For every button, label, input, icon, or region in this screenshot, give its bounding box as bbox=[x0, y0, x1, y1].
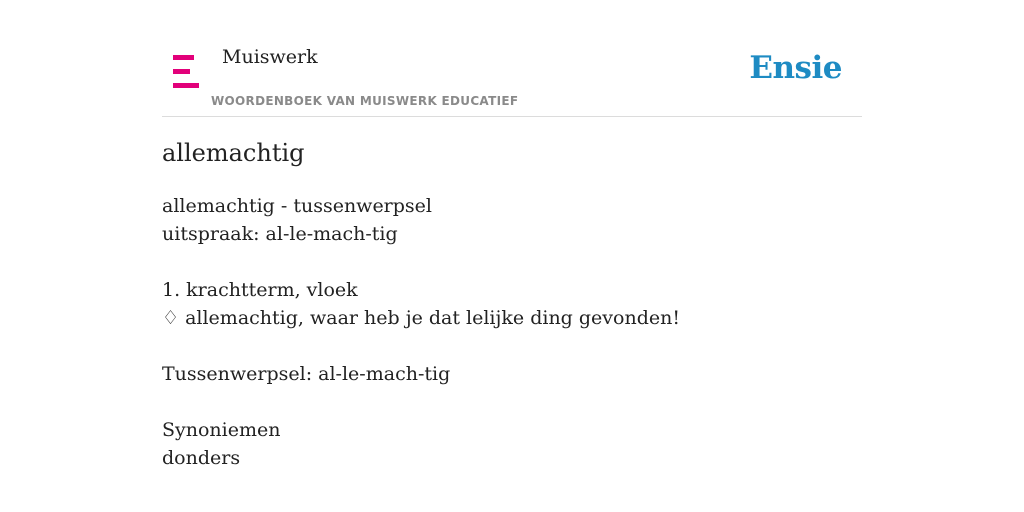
entry-line-synonym: donders bbox=[162, 447, 241, 469]
muiswerk-logo-icon[interactable] bbox=[173, 55, 199, 88]
brand-name[interactable]: Muiswerk bbox=[222, 46, 318, 68]
logo-bar-bottom bbox=[173, 83, 199, 88]
entry-line-blank bbox=[162, 332, 862, 360]
site-header bbox=[162, 0, 862, 117]
entry-line-pronunciation: uitspraak: al-le-mach-tig bbox=[162, 223, 398, 245]
entry-title: allemachtig bbox=[162, 139, 305, 167]
dictionary-subtitle: WOORDENBOEK VAN MUISWERK EDUCATIEF bbox=[211, 94, 519, 108]
logo-bar-middle bbox=[173, 69, 190, 74]
entry-line-blank bbox=[162, 388, 862, 416]
logo-bar-top bbox=[173, 55, 194, 60]
entry-definition bbox=[162, 192, 862, 472]
entry-line-word-class: allemachtig - tussenwerpsel bbox=[162, 195, 432, 217]
entry-line-blank bbox=[162, 248, 862, 276]
entry-line-example: ♢ allemachtig, waar heb je dat lelijke ding gevonden! bbox=[162, 307, 680, 329]
entry-line-meaning: 1. krachtterm, vloek bbox=[162, 279, 358, 301]
ensie-logo-link[interactable]: Ensie bbox=[749, 50, 842, 86]
entry-line-hyphenation: Tussenwerpsel: al-le-mach-tig bbox=[162, 363, 451, 385]
entry-line-synonyms-heading: Synoniemen bbox=[162, 419, 281, 441]
